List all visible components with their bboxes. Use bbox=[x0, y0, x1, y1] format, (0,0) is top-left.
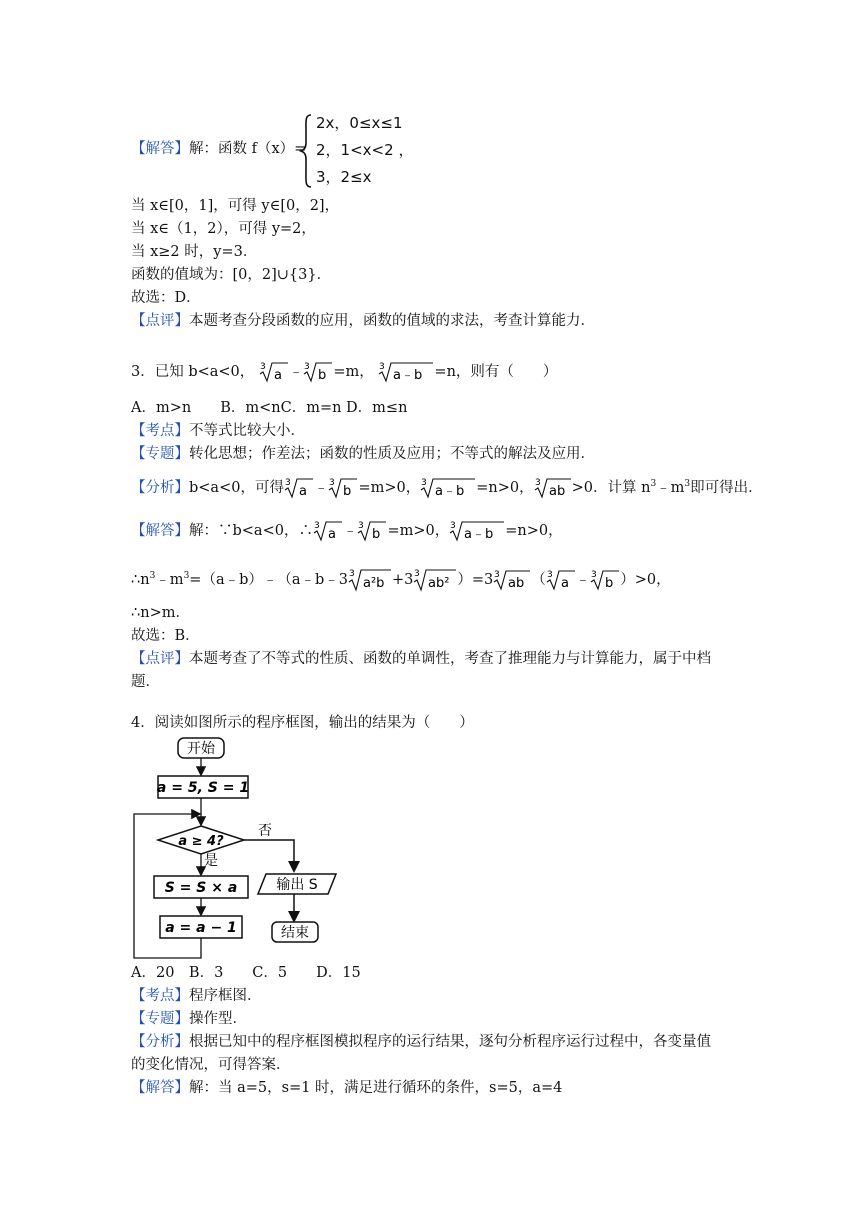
fenxi-part: ﹣m bbox=[656, 479, 685, 496]
text-line: 当 x≥2 时，y=3． bbox=[131, 244, 258, 260]
zhuanti-text: 操作型． bbox=[189, 1011, 247, 1027]
math-part: （ bbox=[531, 571, 546, 588]
cube-root-a bbox=[259, 360, 289, 384]
radicand: b bbox=[372, 527, 381, 542]
flowchart-decision-label: a ≥ 4? bbox=[178, 834, 224, 849]
fenxi-text: 根据已知中的程序框图模拟程序的运行结果，逐句分析程序运行过程中，各变量值 bbox=[189, 1034, 711, 1050]
radicand: a²b bbox=[363, 575, 385, 591]
piecewise-brace-icon bbox=[299, 113, 313, 189]
review-line bbox=[131, 649, 711, 669]
root-index: 3 bbox=[450, 521, 456, 531]
stem-part: 3．已知 b<a<0， bbox=[131, 364, 255, 380]
math-part: ）=3 bbox=[457, 571, 494, 588]
cube-root-b bbox=[328, 476, 358, 500]
text-line: ∴n>m． bbox=[131, 605, 190, 621]
radicand: b bbox=[605, 575, 614, 591]
exponent: 3 bbox=[684, 479, 691, 489]
answer-head: 解：函数 f（x）= bbox=[189, 141, 307, 157]
kaodian-text: 程序框图． bbox=[189, 988, 262, 1004]
radicand: ab bbox=[508, 575, 525, 591]
stem-part: =m， bbox=[333, 364, 374, 380]
cube-root-a bbox=[284, 476, 314, 500]
minus: ﹣ bbox=[313, 479, 329, 496]
cube-root-b bbox=[590, 568, 620, 592]
answer-tag: 【解答】 bbox=[131, 141, 189, 157]
root-index: 3 bbox=[379, 362, 386, 372]
radicand: ab bbox=[548, 483, 565, 499]
flowchart-end-label: 结束 bbox=[281, 925, 309, 941]
text-line: 故选：B． bbox=[131, 628, 200, 644]
zhuanti-tag: 【专题】 bbox=[131, 446, 189, 462]
root-index: 3 bbox=[284, 477, 291, 488]
math-part: +3 bbox=[392, 571, 414, 588]
root-index: 3 bbox=[546, 569, 553, 580]
zhuanti-tag: 【专题】 bbox=[131, 1011, 189, 1027]
cube-root-a-minus-b bbox=[420, 476, 476, 500]
math-part: ﹣m bbox=[155, 571, 184, 588]
minus: ﹣ bbox=[288, 364, 304, 380]
fenxi-part: 即可得出． bbox=[690, 479, 763, 496]
radicand: a bbox=[298, 483, 307, 499]
cube-root-ab2 bbox=[413, 567, 457, 593]
math-part: ∴n bbox=[131, 571, 150, 588]
jieda-tag: 【解答】 bbox=[131, 523, 189, 539]
review-text: 本题考查了不等式的性质、函数的单调性，考查了推理能力与计算能力，属于中档 bbox=[189, 651, 711, 667]
cube-root-a2b bbox=[348, 567, 392, 593]
cube-root-ab bbox=[493, 568, 531, 592]
jieda-text: 解：当 a=5，s=1 时，满足进行循环的条件，s=5，a=4 bbox=[189, 1080, 563, 1096]
fenxi-line bbox=[131, 474, 763, 500]
fenxi-part: >0．计算 n bbox=[571, 479, 651, 496]
root-index: 3 bbox=[304, 362, 311, 372]
radicand: a bbox=[273, 368, 282, 383]
math-line bbox=[131, 566, 671, 593]
review-line-2: 题． bbox=[131, 674, 160, 690]
review-tag: 【点评】 bbox=[131, 313, 189, 329]
fenxi-part: =n>0， bbox=[476, 479, 534, 496]
root-index: 3 bbox=[259, 362, 266, 372]
fenxi-part: =m>0， bbox=[358, 479, 421, 496]
jieda-line bbox=[131, 1078, 562, 1098]
root-index: 3 bbox=[349, 568, 355, 579]
cube-root-b bbox=[357, 519, 387, 543]
kaodian-line bbox=[131, 421, 305, 441]
radicand: b bbox=[343, 483, 352, 499]
flowchart-multiply-label: S = S × a bbox=[164, 880, 238, 896]
text-line: 当 x∈[0，1]，可得 y∈[0，2]， bbox=[131, 198, 340, 214]
radicand: a﹣b bbox=[393, 368, 423, 383]
jieda-part: 解：∵b<a<0，∴ bbox=[189, 523, 313, 539]
piecewise-case-3: 3，2≤x bbox=[316, 168, 372, 186]
radicand: a bbox=[327, 527, 336, 542]
question-4-stem: 4．阅读如图所示的程序框图，输出的结果为（ ） bbox=[131, 715, 474, 731]
stem-part: =n，则有（ ） bbox=[434, 364, 558, 380]
fenxi-part: b<a<0，可得 bbox=[189, 479, 284, 496]
review-text: 本题考查分段函数的应用，函数的值域的求法，考查计算能力． bbox=[189, 313, 595, 329]
kaodian-line bbox=[131, 986, 262, 1006]
flowchart-start-label: 开始 bbox=[187, 741, 215, 757]
root-index: 3 bbox=[313, 521, 320, 531]
kaodian-text: 不等式比较大小． bbox=[189, 423, 305, 439]
cube-root-ab bbox=[534, 476, 572, 500]
root-index: 3 bbox=[591, 569, 598, 580]
question-3-stem bbox=[131, 360, 557, 384]
root-index: 3 bbox=[421, 477, 427, 488]
zhuanti-text: 转化思想；作差法；函数的性质及应用；不等式的解法及应用． bbox=[189, 446, 595, 462]
exponent: 3 bbox=[149, 571, 156, 581]
cube-root-a-minus-b bbox=[378, 360, 434, 384]
jieda-tag: 【解答】 bbox=[131, 1080, 189, 1096]
root-index: 3 bbox=[494, 569, 501, 580]
text-line: 函数的值域为：[0，2]∪{3}． bbox=[131, 267, 332, 283]
flowchart-decrement-label: a = a − 1 bbox=[165, 920, 237, 936]
cube-root-a-minus-b bbox=[449, 519, 505, 543]
radicand: a bbox=[560, 575, 569, 591]
flowchart-output-label: 输出 S bbox=[276, 877, 318, 893]
root-index: 3 bbox=[414, 568, 421, 579]
question-4-options: A．20 B．3 C．5 D．15 bbox=[131, 965, 361, 981]
zhuanti-line bbox=[131, 444, 595, 464]
cube-root-a bbox=[313, 519, 343, 543]
text-line: 故选：D． bbox=[131, 290, 201, 306]
kaodian-tag: 【考点】 bbox=[131, 988, 189, 1004]
exponent: 3 bbox=[650, 479, 657, 489]
zhuanti-line bbox=[131, 1009, 247, 1029]
review-line bbox=[131, 311, 595, 331]
radicand: a﹣b bbox=[435, 483, 465, 499]
program-flowchart bbox=[126, 734, 346, 964]
piecewise-case-2 bbox=[316, 139, 413, 160]
flowchart-init-label: a = 5, S = 1 bbox=[156, 780, 250, 796]
exponent: 3 bbox=[183, 571, 190, 581]
fenxi-tag: 【分析】 bbox=[131, 1034, 189, 1050]
answer-line bbox=[131, 139, 306, 159]
fenxi-line-2: 的变化情况，可得答案． bbox=[131, 1057, 291, 1073]
kaodian-tag: 【考点】 bbox=[131, 423, 189, 439]
minus: ﹣ bbox=[575, 571, 591, 588]
flowchart-no-label: 否 bbox=[258, 823, 272, 839]
root-index: 3 bbox=[534, 477, 541, 488]
review-tag: 【点评】 bbox=[131, 651, 189, 667]
root-index: 3 bbox=[358, 521, 365, 531]
math-part: ）>0， bbox=[620, 571, 671, 588]
jieda-part: =n>0， bbox=[505, 523, 563, 539]
radicand: a﹣b bbox=[464, 527, 494, 542]
fenxi-tag: 【分析】 bbox=[131, 479, 189, 496]
radicand: b bbox=[318, 368, 327, 383]
fenxi-line bbox=[131, 1032, 711, 1052]
root-index: 3 bbox=[329, 477, 336, 488]
question-3-options: A．m>n B．m<nC．m=n D．m≤n bbox=[131, 400, 408, 416]
cube-root-a bbox=[546, 568, 576, 592]
jieda-part: =m>0， bbox=[387, 523, 450, 539]
case-2-text: 2，1<x<2 bbox=[316, 141, 394, 159]
radicand: ab² bbox=[428, 575, 450, 591]
minus: ﹣ bbox=[342, 523, 358, 539]
flowchart-yes-label: 是 bbox=[204, 853, 218, 869]
text-line: 当 x∈（1，2），可得 y=2， bbox=[131, 221, 316, 237]
case-tail: ， bbox=[398, 141, 414, 159]
jieda-line bbox=[131, 519, 563, 543]
piecewise-case-1: 2x，0≤x≤1 bbox=[316, 114, 403, 132]
math-part: =（a﹣b）﹣（a﹣b﹣3 bbox=[189, 571, 349, 588]
cube-root-b bbox=[303, 360, 333, 384]
